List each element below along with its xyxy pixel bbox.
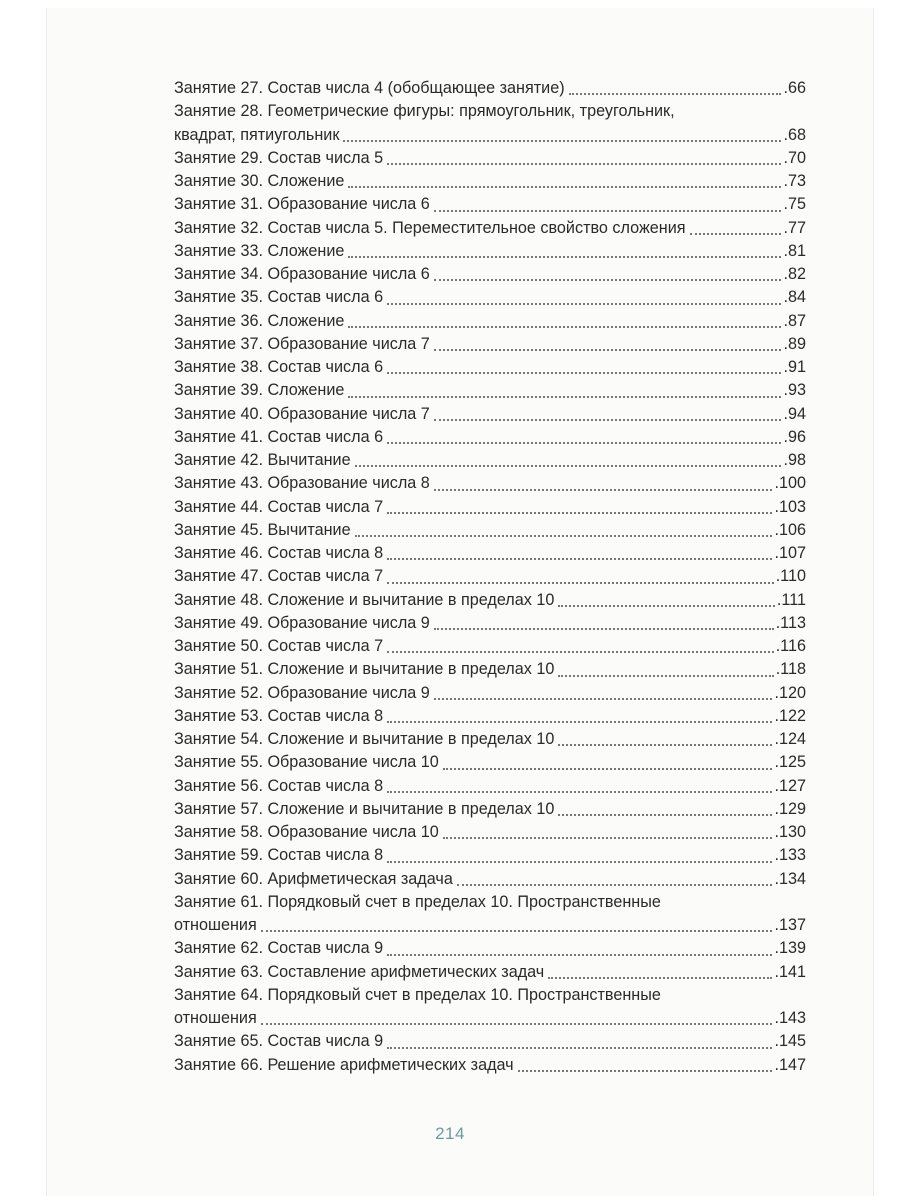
dot-leader bbox=[434, 349, 782, 351]
toc-page-number: .103 bbox=[774, 497, 806, 516]
toc-entry-title: Занятие 38. Состав числа 6 bbox=[174, 358, 384, 376]
toc-page-number: .73 bbox=[783, 172, 806, 190]
toc-entry-50 bbox=[174, 635, 806, 658]
dot-leader bbox=[434, 419, 782, 421]
toc-page-number: .94 bbox=[783, 404, 806, 423]
page-number: 214 bbox=[435, 1124, 465, 1143]
toc-entry-57 bbox=[174, 798, 806, 821]
toc-page-number: .134 bbox=[774, 869, 806, 888]
dot-leader bbox=[261, 1023, 773, 1025]
toc-entry-title: Занятие 49. Образование числа 9 bbox=[174, 613, 430, 632]
toc-page-number: .87 bbox=[783, 311, 806, 330]
dot-leader bbox=[387, 651, 774, 653]
dot-leader bbox=[387, 558, 772, 560]
toc-page-number: .116 bbox=[775, 637, 806, 655]
dot-leader bbox=[261, 930, 773, 932]
toc-entry-title-line1: Занятие 64. Порядковый счет в пределах 10. Пространственные bbox=[174, 985, 661, 1004]
dot-leader bbox=[387, 861, 772, 863]
toc-page-number: .106 bbox=[774, 520, 806, 539]
dot-leader bbox=[387, 372, 781, 374]
dot-leader bbox=[387, 512, 772, 514]
toc-page-number: .84 bbox=[783, 288, 806, 307]
toc-entry-title: Занятие 40. Образование числа 7 bbox=[174, 404, 430, 423]
toc-entry-52 bbox=[174, 682, 806, 705]
dot-leader bbox=[348, 396, 781, 398]
toc-entry-54 bbox=[174, 728, 806, 751]
toc-entry-34 bbox=[174, 263, 806, 286]
toc-page-number: .89 bbox=[783, 334, 806, 353]
dot-leader bbox=[387, 791, 772, 793]
toc-page-number: .122 bbox=[774, 706, 806, 725]
toc-entry-27 bbox=[174, 77, 806, 100]
dot-leader bbox=[387, 163, 781, 165]
dot-leader bbox=[387, 582, 774, 584]
dot-leader bbox=[518, 1070, 773, 1072]
toc-entry-47 bbox=[174, 565, 806, 588]
dot-leader bbox=[443, 837, 773, 839]
dot-leader bbox=[348, 256, 781, 258]
toc-entry-title: Занятие 29. Состав числа 5 bbox=[174, 148, 384, 167]
toc-entry-title: Занятие 63. Составление арифметических задач bbox=[174, 962, 545, 981]
dot-leader bbox=[387, 303, 781, 305]
dot-leader bbox=[434, 489, 773, 491]
dot-leader bbox=[558, 744, 772, 746]
toc-entry-title: Занятие 45. Вычитание bbox=[174, 520, 351, 539]
toc-entry-62 bbox=[174, 937, 806, 960]
toc-entry-title: Занятие 31. Образование числа 6 bbox=[174, 195, 430, 214]
toc-entry-title: Занятие 42. Вычитание bbox=[174, 451, 351, 469]
toc-page-number: .125 bbox=[774, 753, 806, 772]
toc-entry-title-line1: Занятие 61. Порядковый счет в пределах 10. Пространственные bbox=[174, 892, 661, 911]
toc-entry-30 bbox=[174, 170, 806, 193]
toc-entry-55 bbox=[174, 751, 806, 774]
dot-leader bbox=[569, 93, 782, 95]
toc-entry-29 bbox=[174, 147, 806, 170]
toc-page-number: .130 bbox=[774, 823, 806, 841]
toc-entry-35 bbox=[174, 286, 806, 309]
toc-page-number: .75 bbox=[783, 195, 806, 214]
toc-page-number: .91 bbox=[783, 358, 806, 376]
toc-page-number: .129 bbox=[774, 799, 806, 818]
toc-entry-title: Занятие 32. Состав числа 5. Переместительное свойство сложения bbox=[174, 218, 686, 237]
toc-entry-title: Занятие 33. Сложение bbox=[174, 241, 345, 260]
toc-entry-title: Занятие 53. Состав числа 8 bbox=[174, 706, 384, 725]
toc-entry-56 bbox=[174, 775, 806, 798]
toc-entry-title: Занятие 48. Сложение и вычитание в пределах 10 bbox=[174, 590, 555, 609]
toc-page-number: .120 bbox=[774, 683, 806, 702]
toc-entry-44 bbox=[174, 496, 806, 519]
toc-entry-title: Занятие 36. Сложение bbox=[174, 311, 345, 330]
toc-entry-title: Занятие 57. Сложение и вычитание в пределах 10 bbox=[174, 799, 555, 818]
dot-leader bbox=[434, 279, 782, 281]
dot-leader bbox=[387, 1047, 772, 1049]
toc-entry-title: Занятие 52. Образование числа 9 bbox=[174, 683, 430, 702]
dot-leader bbox=[387, 954, 772, 956]
toc-entry-60 bbox=[174, 868, 806, 891]
dot-leader bbox=[434, 628, 774, 630]
toc-entry-title: Занятие 43. Образование числа 8 bbox=[174, 474, 430, 493]
dot-leader bbox=[434, 210, 782, 212]
toc-entry-36 bbox=[174, 310, 806, 333]
dot-leader bbox=[348, 326, 781, 328]
toc-entry-28 bbox=[174, 100, 806, 147]
toc-page-number: .77 bbox=[783, 218, 806, 237]
dot-leader bbox=[355, 465, 782, 467]
toc-entry-title: Занятие 65. Состав числа 9 bbox=[174, 1032, 384, 1051]
toc-entry-42 bbox=[174, 449, 806, 472]
toc-entry-53 bbox=[174, 705, 806, 728]
toc-entry-33 bbox=[174, 240, 806, 263]
toc-entry-37 bbox=[174, 333, 806, 356]
dot-leader bbox=[443, 768, 773, 770]
toc-entry-title-line2: отношения bbox=[174, 1009, 257, 1027]
toc-entry-title: Занятие 51. Сложение и вычитание в пределах 10 bbox=[174, 660, 555, 679]
toc-entry-title: Занятие 34. Образование числа 6 bbox=[174, 265, 430, 283]
toc-entry-51 bbox=[174, 658, 806, 681]
toc-entry-title: Занятие 47. Состав числа 7 bbox=[174, 567, 384, 586]
toc-entry-65 bbox=[174, 1030, 806, 1053]
toc-entry-title: Занятие 59. Состав числа 8 bbox=[174, 846, 384, 865]
toc-page-number: .113 bbox=[775, 613, 806, 632]
toc-entry-63 bbox=[174, 961, 806, 984]
dot-leader bbox=[558, 675, 773, 677]
table-of-contents bbox=[174, 77, 806, 1077]
toc-page-number: .145 bbox=[774, 1032, 806, 1051]
toc-entry-45 bbox=[174, 519, 806, 542]
toc-entry-title: Занятие 35. Состав числа 6 bbox=[174, 288, 384, 307]
toc-page-number: .107 bbox=[774, 544, 806, 562]
toc-page-number: .66 bbox=[783, 79, 806, 97]
toc-page-number: .70 bbox=[783, 148, 806, 167]
toc-entry-title: Занятие 66. Решение арифметических задач bbox=[174, 1055, 514, 1074]
toc-entry-49 bbox=[174, 612, 806, 635]
toc-entry-66 bbox=[174, 1054, 806, 1077]
toc-page-number: .143 bbox=[774, 1009, 806, 1027]
dot-leader bbox=[355, 535, 773, 537]
dot-leader bbox=[348, 186, 781, 188]
toc-entry-59 bbox=[174, 844, 806, 867]
toc-entry-61 bbox=[174, 891, 806, 938]
toc-page-number: .127 bbox=[774, 776, 806, 795]
toc-entry-second-line bbox=[174, 1007, 806, 1030]
toc-entry-title: Занятие 62. Состав числа 9 bbox=[174, 939, 384, 958]
toc-page-number: .68 bbox=[783, 125, 806, 144]
toc-entry-32 bbox=[174, 217, 806, 240]
toc-entry-41 bbox=[174, 426, 806, 449]
toc-entry-title-line1: Занятие 28. Геометрические фигуры: прямоугольник, треугольник, bbox=[174, 102, 675, 121]
toc-entry-second-line bbox=[174, 124, 806, 147]
dot-leader bbox=[558, 814, 772, 816]
dot-leader bbox=[457, 884, 773, 886]
toc-entry-40 bbox=[174, 403, 806, 426]
toc-entry-title: Занятие 56. Состав числа 8 bbox=[174, 776, 384, 795]
toc-entry-58 bbox=[174, 821, 806, 844]
toc-page-number: .141 bbox=[774, 962, 806, 981]
dot-leader bbox=[548, 977, 772, 979]
toc-page-number: .147 bbox=[774, 1055, 806, 1074]
toc-page-number: .96 bbox=[783, 427, 806, 446]
toc-page-number: .98 bbox=[783, 451, 806, 469]
toc-entry-title: Занятие 39. Сложение bbox=[174, 381, 345, 400]
toc-entry-title: Занятие 50. Состав числа 7 bbox=[174, 637, 384, 655]
dot-leader bbox=[343, 140, 781, 142]
toc-page-number: .139 bbox=[774, 939, 806, 958]
toc-entry-title: Занятие 46. Состав числа 8 bbox=[174, 544, 384, 562]
toc-page-number: .124 bbox=[774, 730, 806, 748]
toc-entry-title-line2: квадрат, пятиугольник bbox=[174, 125, 340, 144]
toc-entry-title: Занятие 37. Образование числа 7 bbox=[174, 334, 430, 353]
toc-entry-title: Занятие 58. Образование числа 10 bbox=[174, 823, 439, 841]
toc-page-number: .118 bbox=[775, 660, 806, 679]
toc-entry-38 bbox=[174, 356, 806, 379]
toc-page-number: .93 bbox=[783, 381, 806, 400]
toc-page-number: .111 bbox=[776, 590, 806, 609]
toc-entry-title: Занятие 30. Сложение bbox=[174, 172, 345, 190]
toc-page-number: .100 bbox=[774, 474, 806, 493]
toc-entry-48 bbox=[174, 589, 806, 612]
dot-leader bbox=[558, 605, 775, 607]
toc-page-number: .110 bbox=[775, 567, 806, 586]
dot-leader bbox=[690, 233, 782, 235]
toc-entry-title: Занятие 60. Арифметическая задача bbox=[174, 869, 453, 888]
toc-entry-title-line2: отношения bbox=[174, 916, 257, 934]
toc-entry-title: Занятие 54. Сложение и вычитание в пределах 10 bbox=[174, 730, 555, 748]
toc-page-number: .81 bbox=[783, 241, 806, 260]
toc-entry-title: Занятие 27. Состав числа 4 (обобщающее занятие) bbox=[174, 79, 565, 97]
toc-entry-39 bbox=[174, 379, 806, 402]
toc-entry-31 bbox=[174, 193, 806, 216]
dot-leader bbox=[387, 442, 781, 444]
toc-page-number: .133 bbox=[774, 846, 806, 865]
toc-entry-title: Занятие 55. Образование числа 10 bbox=[174, 753, 439, 772]
dot-leader bbox=[387, 721, 772, 723]
toc-entry-second-line bbox=[174, 914, 806, 937]
toc-entry-title: Занятие 44. Состав числа 7 bbox=[174, 497, 384, 516]
toc-page-number: .82 bbox=[783, 265, 806, 283]
toc-entry-64 bbox=[174, 984, 806, 1031]
toc-page-number: .137 bbox=[774, 916, 806, 934]
toc-entry-43 bbox=[174, 472, 806, 495]
dot-leader bbox=[434, 698, 773, 700]
toc-entry-46 bbox=[174, 542, 806, 565]
toc-entry-title: Занятие 41. Состав числа 6 bbox=[174, 427, 384, 446]
